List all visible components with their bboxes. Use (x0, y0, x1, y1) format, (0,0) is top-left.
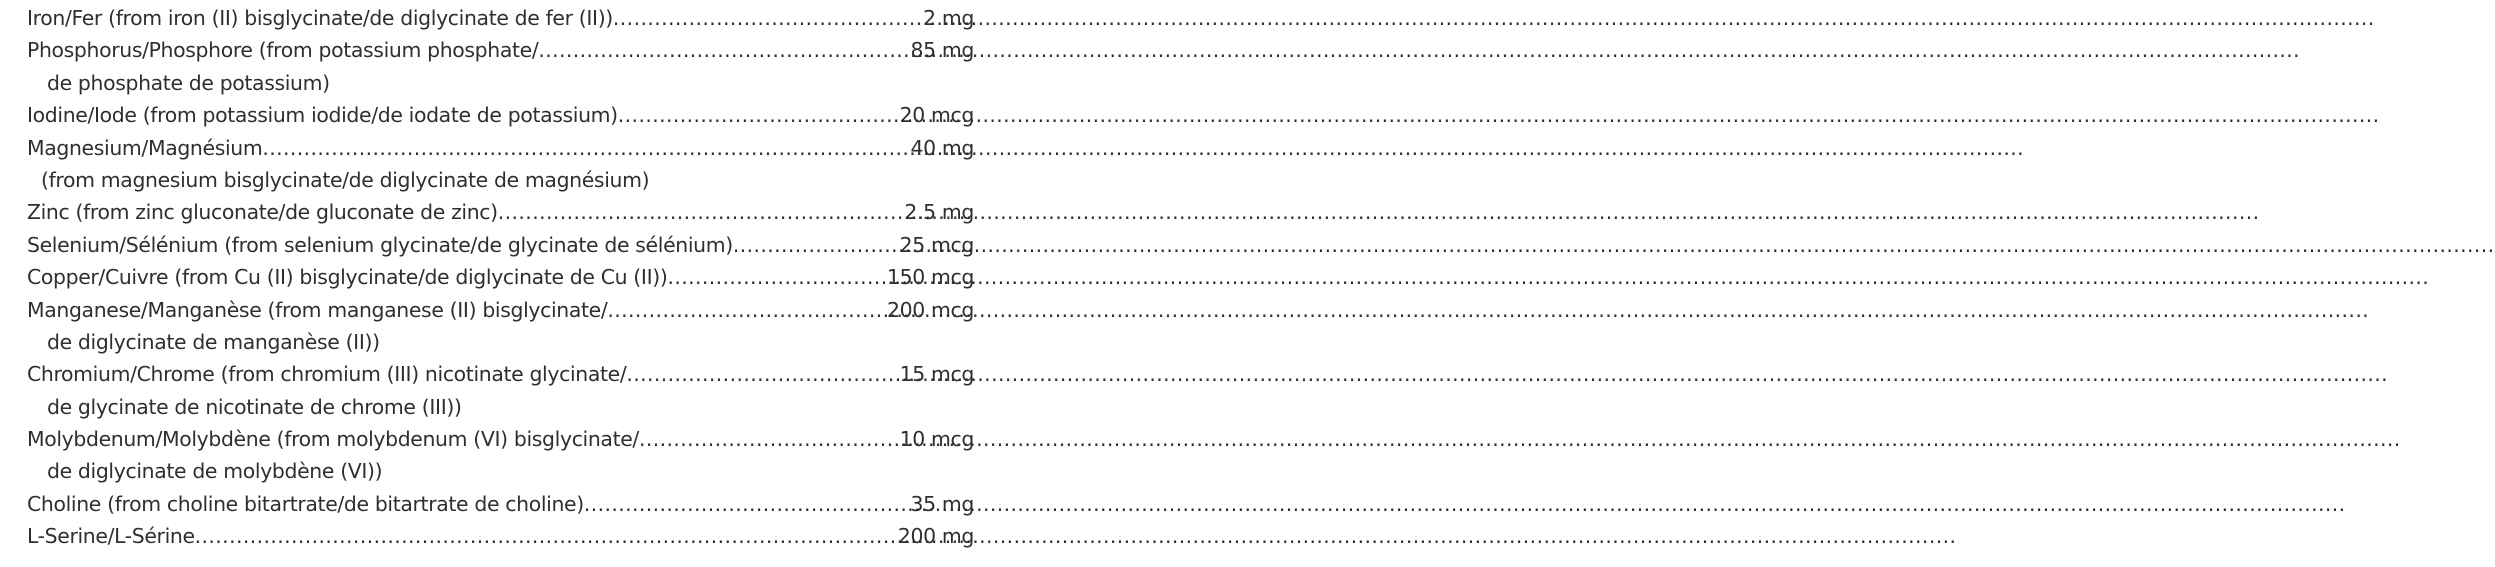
nutrient-continuation: de diglycinate de manganèse (II)) (47, 329, 380, 354)
nutrient-amount: 200 mg (897, 524, 974, 549)
nutrient-amount: 25 mcg (899, 232, 974, 257)
nutrient-amount: 200 mcg (887, 297, 974, 322)
nutrient-row-magnesium (27, 132, 974, 164)
nutrient-row-iron (27, 2, 974, 34)
leader-dots (733, 229, 900, 261)
nutrient-label: Copper/Cuivre (from Cu (II) bisglycinate/de diglycinate de Cu (II)) (27, 265, 668, 290)
nutrient-label: Phosphorus/Phosphore (from potassium phosphate/ (27, 38, 539, 63)
nutrient-amount: 15 mcg (899, 362, 974, 387)
nutrient-amount: 150 mcg (887, 265, 974, 290)
nutrient-row-zinc (27, 196, 974, 228)
nutrient-label: Chromium/Chrome (from chromium (III) nicotinate glycinate/ (27, 362, 627, 387)
nutrient-amount: 85 mg (910, 38, 974, 63)
nutrient-row-phosphorus (27, 34, 974, 66)
leader-dots (639, 423, 900, 455)
nutrient-label: Selenium/Sélénium (from selenium glycinate/de glycinate de sélénium) (27, 232, 733, 257)
nutrient-label: Manganese/Manganèse (from manganese (II) bisglycinate/ (27, 297, 608, 322)
leader-dots (607, 294, 887, 326)
leader-dots (195, 520, 898, 552)
nutrient-amount: 2.5 mg (904, 200, 974, 225)
nutrient-row-manganese (27, 294, 974, 326)
nutrient-amount: 20 mcg (899, 103, 974, 128)
nutrient-row-chromium (27, 358, 974, 390)
nutrient-amount: 10 mcg (899, 427, 974, 452)
nutrient-label: Molybdenum/Molybdène (from molybdenum (VI) bisglycinate/ (27, 427, 639, 452)
leader-dots (618, 99, 900, 131)
nutrient-continuation: (from magnesium bisglycinate/de diglycinate de magnésium) (41, 167, 650, 192)
nutrient-continuation: de phosphate de potassium) (47, 70, 330, 95)
nutrient-row-choline (27, 488, 974, 520)
nutrient-continuation: de glycinate de nicotinate de chrome (III)) (47, 394, 462, 419)
nutrient-label: Iodine/Iode (from potassium iodide/de iodate de potassium) (27, 103, 618, 128)
leader-dots (667, 261, 887, 293)
nutrient-row-copper (27, 261, 974, 293)
nutrient-list (27, 2, 974, 553)
nutrient-row-iodine (27, 99, 974, 131)
nutrient-continuation: de diglycinate de molybdène (VI)) (47, 459, 383, 484)
nutrient-label: Magnesium/Magnésium (27, 135, 263, 160)
nutrient-amount: 2 mg (923, 6, 974, 30)
nutrient-row-molybdenum (27, 423, 974, 455)
leader-dots (584, 488, 911, 520)
leader-dots (626, 358, 899, 390)
leader-dots (538, 34, 910, 66)
leader-dots (262, 132, 910, 164)
nutrient-label: L-Serine/L-Sérine (27, 524, 195, 549)
nutrient-row-serine (27, 520, 974, 552)
leader-dots (498, 196, 905, 228)
nutrient-amount: 35 mg (910, 491, 974, 516)
nutrient-row-selenium (27, 229, 974, 261)
leader-dots (613, 2, 923, 34)
nutrient-label: Iron/Fer (from iron (II) bisglycinate/de diglycinate de fer (II)) (27, 6, 613, 30)
nutrient-label: Zinc (from zinc gluconate/de gluconate de zinc) (27, 200, 498, 225)
nutrient-label: Choline (from choline bitartrate/de bitartrate de choline) (27, 491, 584, 516)
nutrient-amount: 40 mg (910, 135, 974, 160)
